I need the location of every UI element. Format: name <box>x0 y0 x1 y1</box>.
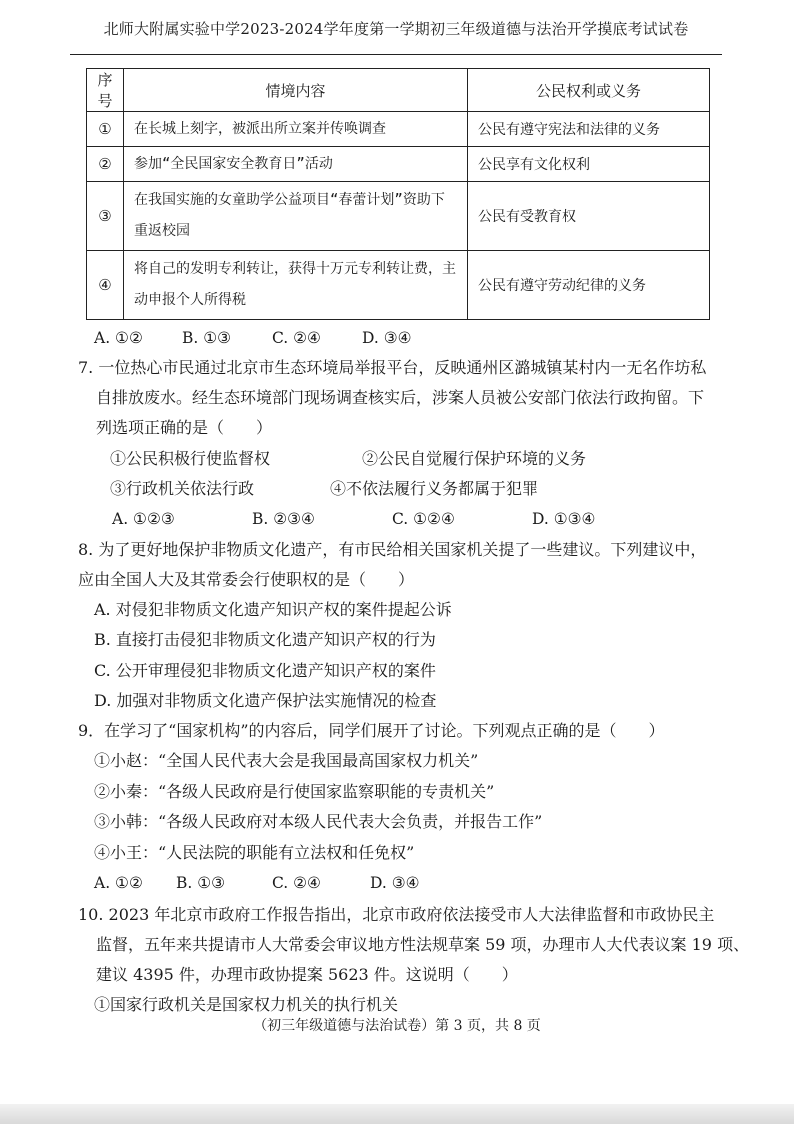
q10-item: ①国家行政机关是国家权力机关的执行机关 <box>94 995 399 1014</box>
q6-choice-b: B. ①③ <box>182 329 232 347</box>
situation-cell: 将自己的发明专利转让，获得十万元专利转让费，主动申报个人所得税 <box>124 251 468 320</box>
q7-item: ②公民自觉履行保护环境的义务 <box>362 449 587 468</box>
q9-choice-b: B. ①③ <box>176 874 226 892</box>
situation-cell: 参加“全民国家安全教育日”活动 <box>124 147 468 182</box>
q8-choice-b: B. 直接打击侵犯非物质文化遗产知识产权的行为 <box>94 630 436 649</box>
q10-stem-line: 10. 2023 年北京市政府工作报告指出，北京市政府依法接受市人大法律监督和市政协民主 <box>78 905 715 924</box>
q9-choice-a: A. ①② <box>94 874 143 892</box>
q7-choice-c: C. ①②④ <box>392 510 455 528</box>
q9-stem-line: 9．在学习了“国家机构”的内容后，同学们展开了讨论。下列观点正确的是（ ） <box>78 721 665 740</box>
row-number: ③ <box>87 182 124 251</box>
page-bottom-shadow <box>0 1104 794 1124</box>
q8-stem-line: 应由全国人大及其常委会行使职权的是（ ） <box>78 570 415 589</box>
q8-choice-a: A. 对侵犯非物质文化遗产知识产权的案件提起公诉 <box>94 600 452 619</box>
q7-item: ④不依法履行义务都属于犯罪 <box>330 479 539 498</box>
q9-choice-d: D. ③④ <box>370 874 420 892</box>
q6-choice-d: D. ③④ <box>362 329 412 347</box>
situation-cell: 在我国实施的女童助学公益项目“春蕾计划”资助下重返校园 <box>124 182 468 251</box>
table-row <box>87 251 710 320</box>
right-duty-cell: 公民享有文化权利 <box>468 147 710 182</box>
q9-item: ④小王：“人民法院的职能有立法权和任免权” <box>94 843 415 862</box>
q7-item: ③行政机关依法行政 <box>110 479 255 498</box>
q10-stem-line: 建议 4395 件，办理市政协提案 5623 件。这说明（ ） <box>96 965 518 984</box>
row-number: ② <box>87 147 124 182</box>
q8-choice-c: C. 公开审理侵犯非物质文化遗产知识产权的案件 <box>94 661 436 680</box>
q7-stem-line: 自排放废水。经生态环境部门现场调查核实后，涉案人员被公安部门依法行政拘留。下 <box>96 388 705 407</box>
rights-table <box>86 68 710 320</box>
table-row <box>87 147 710 182</box>
right-duty-cell: 公民有遵守劳动纪律的义务 <box>468 251 710 320</box>
q7-stem-line: 列选项正确的是（ ） <box>96 418 273 437</box>
q7-choice-d: D. ①③④ <box>532 510 596 528</box>
q9-item: ②小秦：“各级人民政府是行使国家监察职能的专责机关” <box>94 782 495 801</box>
q6-choice-c: C. ②④ <box>272 329 321 347</box>
column-header: 情境内容 <box>124 69 468 112</box>
q8-stem-line: 8. 为了更好地保护非物质文化遗产，有市民给相关国家机关提了一些建议。下列建议中， <box>78 540 707 559</box>
q8-choice-d: D. 加强对非物质文化遗产保护法实施情况的检查 <box>94 691 437 710</box>
q7-stem-line: 7. 一位热心市民通过北京市生态环境局举报平台，反映通州区潞城镇某村内一无名作坊私 <box>78 358 707 377</box>
q7-choice-a: A. ①②③ <box>112 510 175 528</box>
q6-choice-a: A. ①② <box>94 329 143 347</box>
page-header: 北师大附属实验中学2023-2024学年度第一学期初三年级道德与法治开学摸底考试试卷 <box>70 4 722 55</box>
q9-item: ③小韩：“各级人民政府对本级人民代表大会负责，并报告工作” <box>94 812 543 831</box>
column-header: 公民权利或义务 <box>468 69 710 112</box>
right-duty-cell: 公民有受教育权 <box>468 182 710 251</box>
q10-stem-line: 监督，五年来共提请市人大常委会审议地方性法规草案 59 项，办理市人大代表议案 19 项、 <box>96 935 750 954</box>
row-number: ① <box>87 112 124 147</box>
table-row <box>87 182 710 251</box>
column-header: 序号 <box>87 69 124 112</box>
situation-cell: 在长城上刻字，被派出所立案并传唤调查 <box>124 112 468 147</box>
page-footer: （初三年级道德与法治试卷）第 3 页，共 8 页 <box>253 1018 541 1034</box>
q7-item: ①公民积极行使监督权 <box>110 449 271 468</box>
table-row <box>87 112 710 147</box>
q7-choice-b: B. ②③④ <box>252 510 315 528</box>
right-duty-cell: 公民有遵守宪法和法律的义务 <box>468 112 710 147</box>
table-header-row <box>87 69 710 112</box>
row-number: ④ <box>87 251 124 320</box>
q9-choice-c: C. ②④ <box>272 874 321 892</box>
q9-item: ①小赵：“全国人民代表大会是我国最高国家权力机关” <box>94 751 479 770</box>
